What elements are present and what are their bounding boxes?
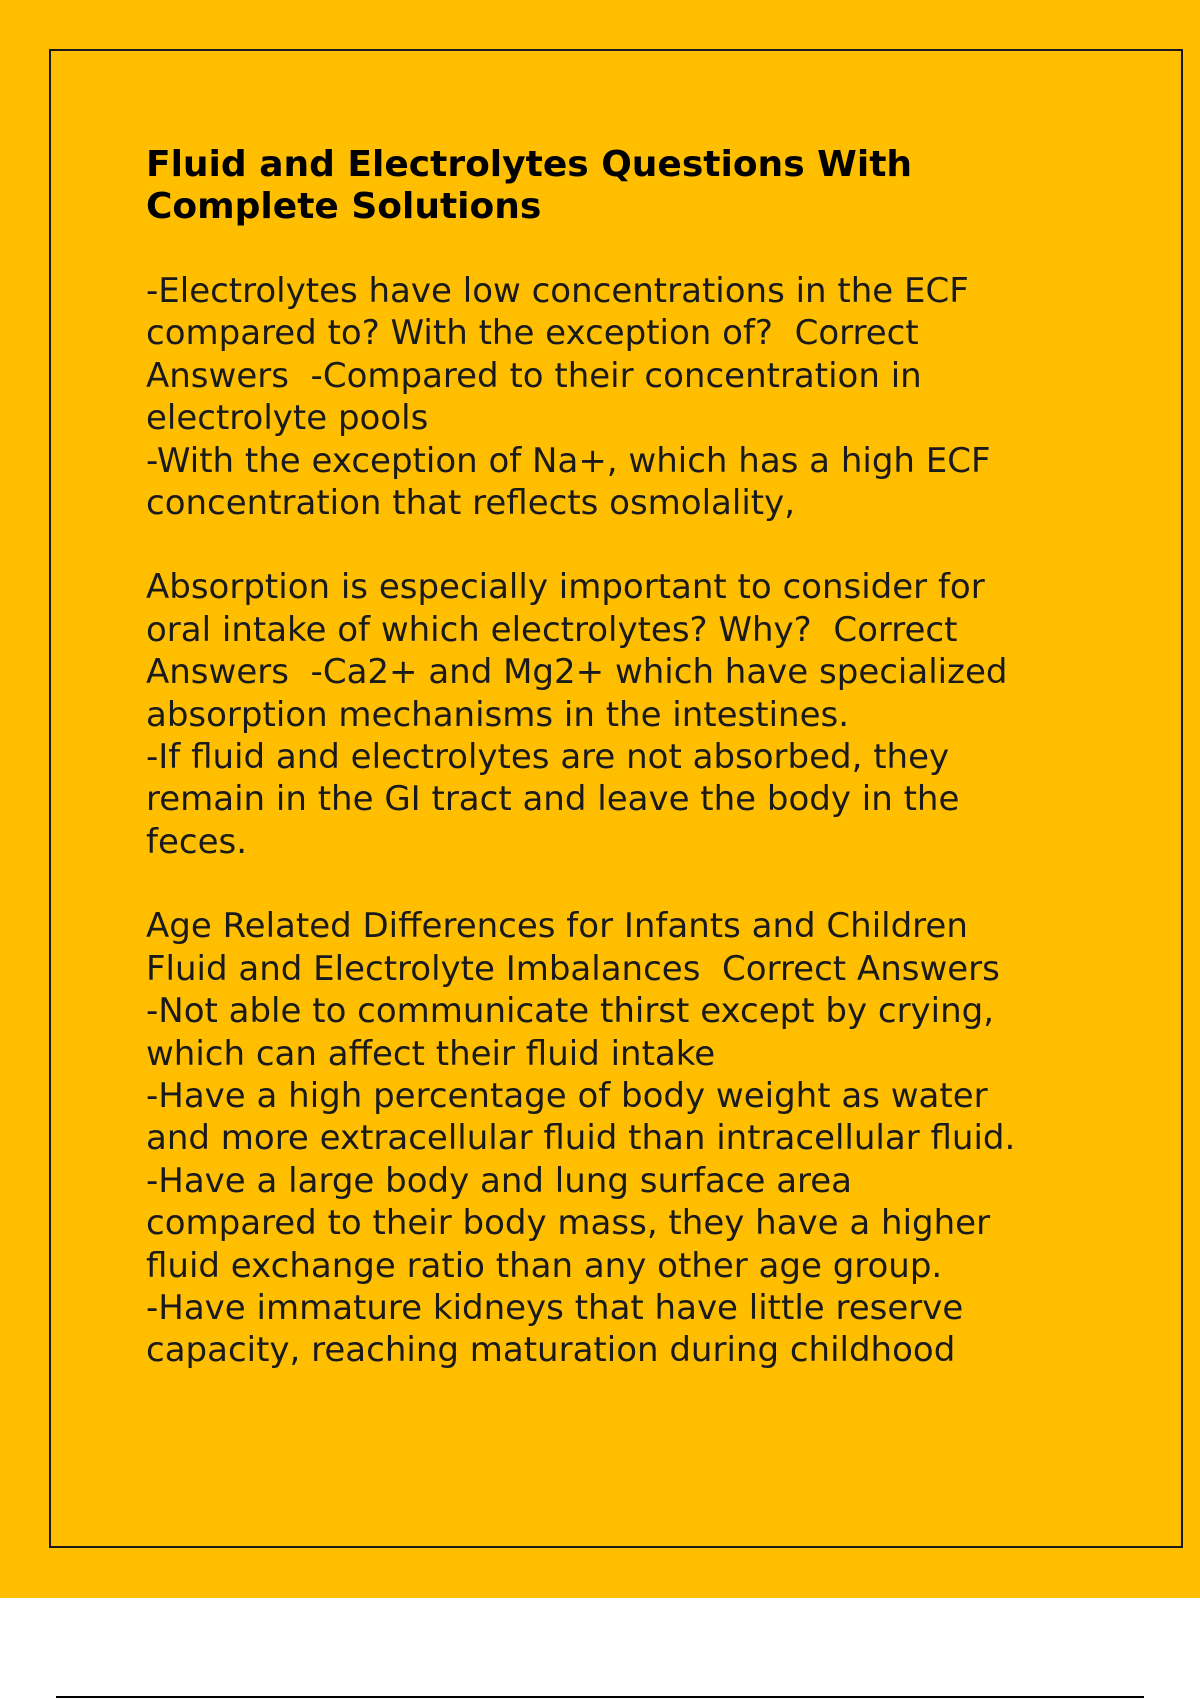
text-line: -With the exception of Na+, which has a high ECF — [146, 440, 991, 481]
text-line: -Have immature kidneys that have little reserve — [146, 1287, 964, 1328]
text-line: fluid exchange ratio than any other age group. — [146, 1245, 943, 1286]
text-line: Age Related Differences for Infants and Children — [146, 906, 968, 947]
qa-block-absorption — [146, 566, 1086, 863]
footer-divider — [56, 1696, 1144, 1698]
text-line: Answers -Ca2+ and Mg2+ which have specialized — [146, 652, 1008, 693]
qa-block-age-related-differences — [146, 905, 1086, 1371]
document-title: Fluid and Electrolytes Questions With Complete Solutions — [146, 144, 913, 227]
text-line: -Electrolytes have low concentrations in the ECF — [146, 271, 969, 311]
qa-block-electrolyte-concentrations — [146, 270, 1086, 524]
text-line: compared to? With the exception of? Correct — [146, 313, 919, 354]
text-line: electrolyte pools — [146, 398, 429, 439]
text-line: Fluid and Electrolyte Imbalances Correct Answers — [146, 948, 1000, 989]
document-content — [146, 144, 1086, 1414]
text-line: remain in the GI tract and leave the body in the — [146, 779, 960, 820]
text-line: compared to their body mass, they have a higher — [146, 1203, 991, 1244]
text-line: -If fluid and electrolytes are not absorbed, they — [146, 737, 950, 778]
text-line: -Not able to communicate thirst except by crying, — [146, 991, 995, 1032]
text-line: Answers -Compared to their concentration in — [146, 355, 922, 396]
text-line: concentration that reflects osmolality, — [146, 483, 796, 524]
text-line: absorption mechanisms in the intestines. — [146, 694, 850, 735]
text-line: Absorption is especially important to consider for — [146, 567, 985, 608]
text-line: feces. — [146, 821, 248, 862]
text-line: -Have a large body and lung surface area — [146, 1160, 853, 1201]
text-line: capacity, reaching maturation during childhood — [146, 1330, 956, 1371]
text-line: oral intake of which electrolytes? Why? Correct — [146, 609, 958, 650]
text-line: -Have a high percentage of body weight as water — [146, 1075, 988, 1116]
text-line: which can affect their fluid intake — [146, 1033, 716, 1074]
text-line: and more extracellular fluid than intracellular fluid. — [146, 1118, 1016, 1159]
